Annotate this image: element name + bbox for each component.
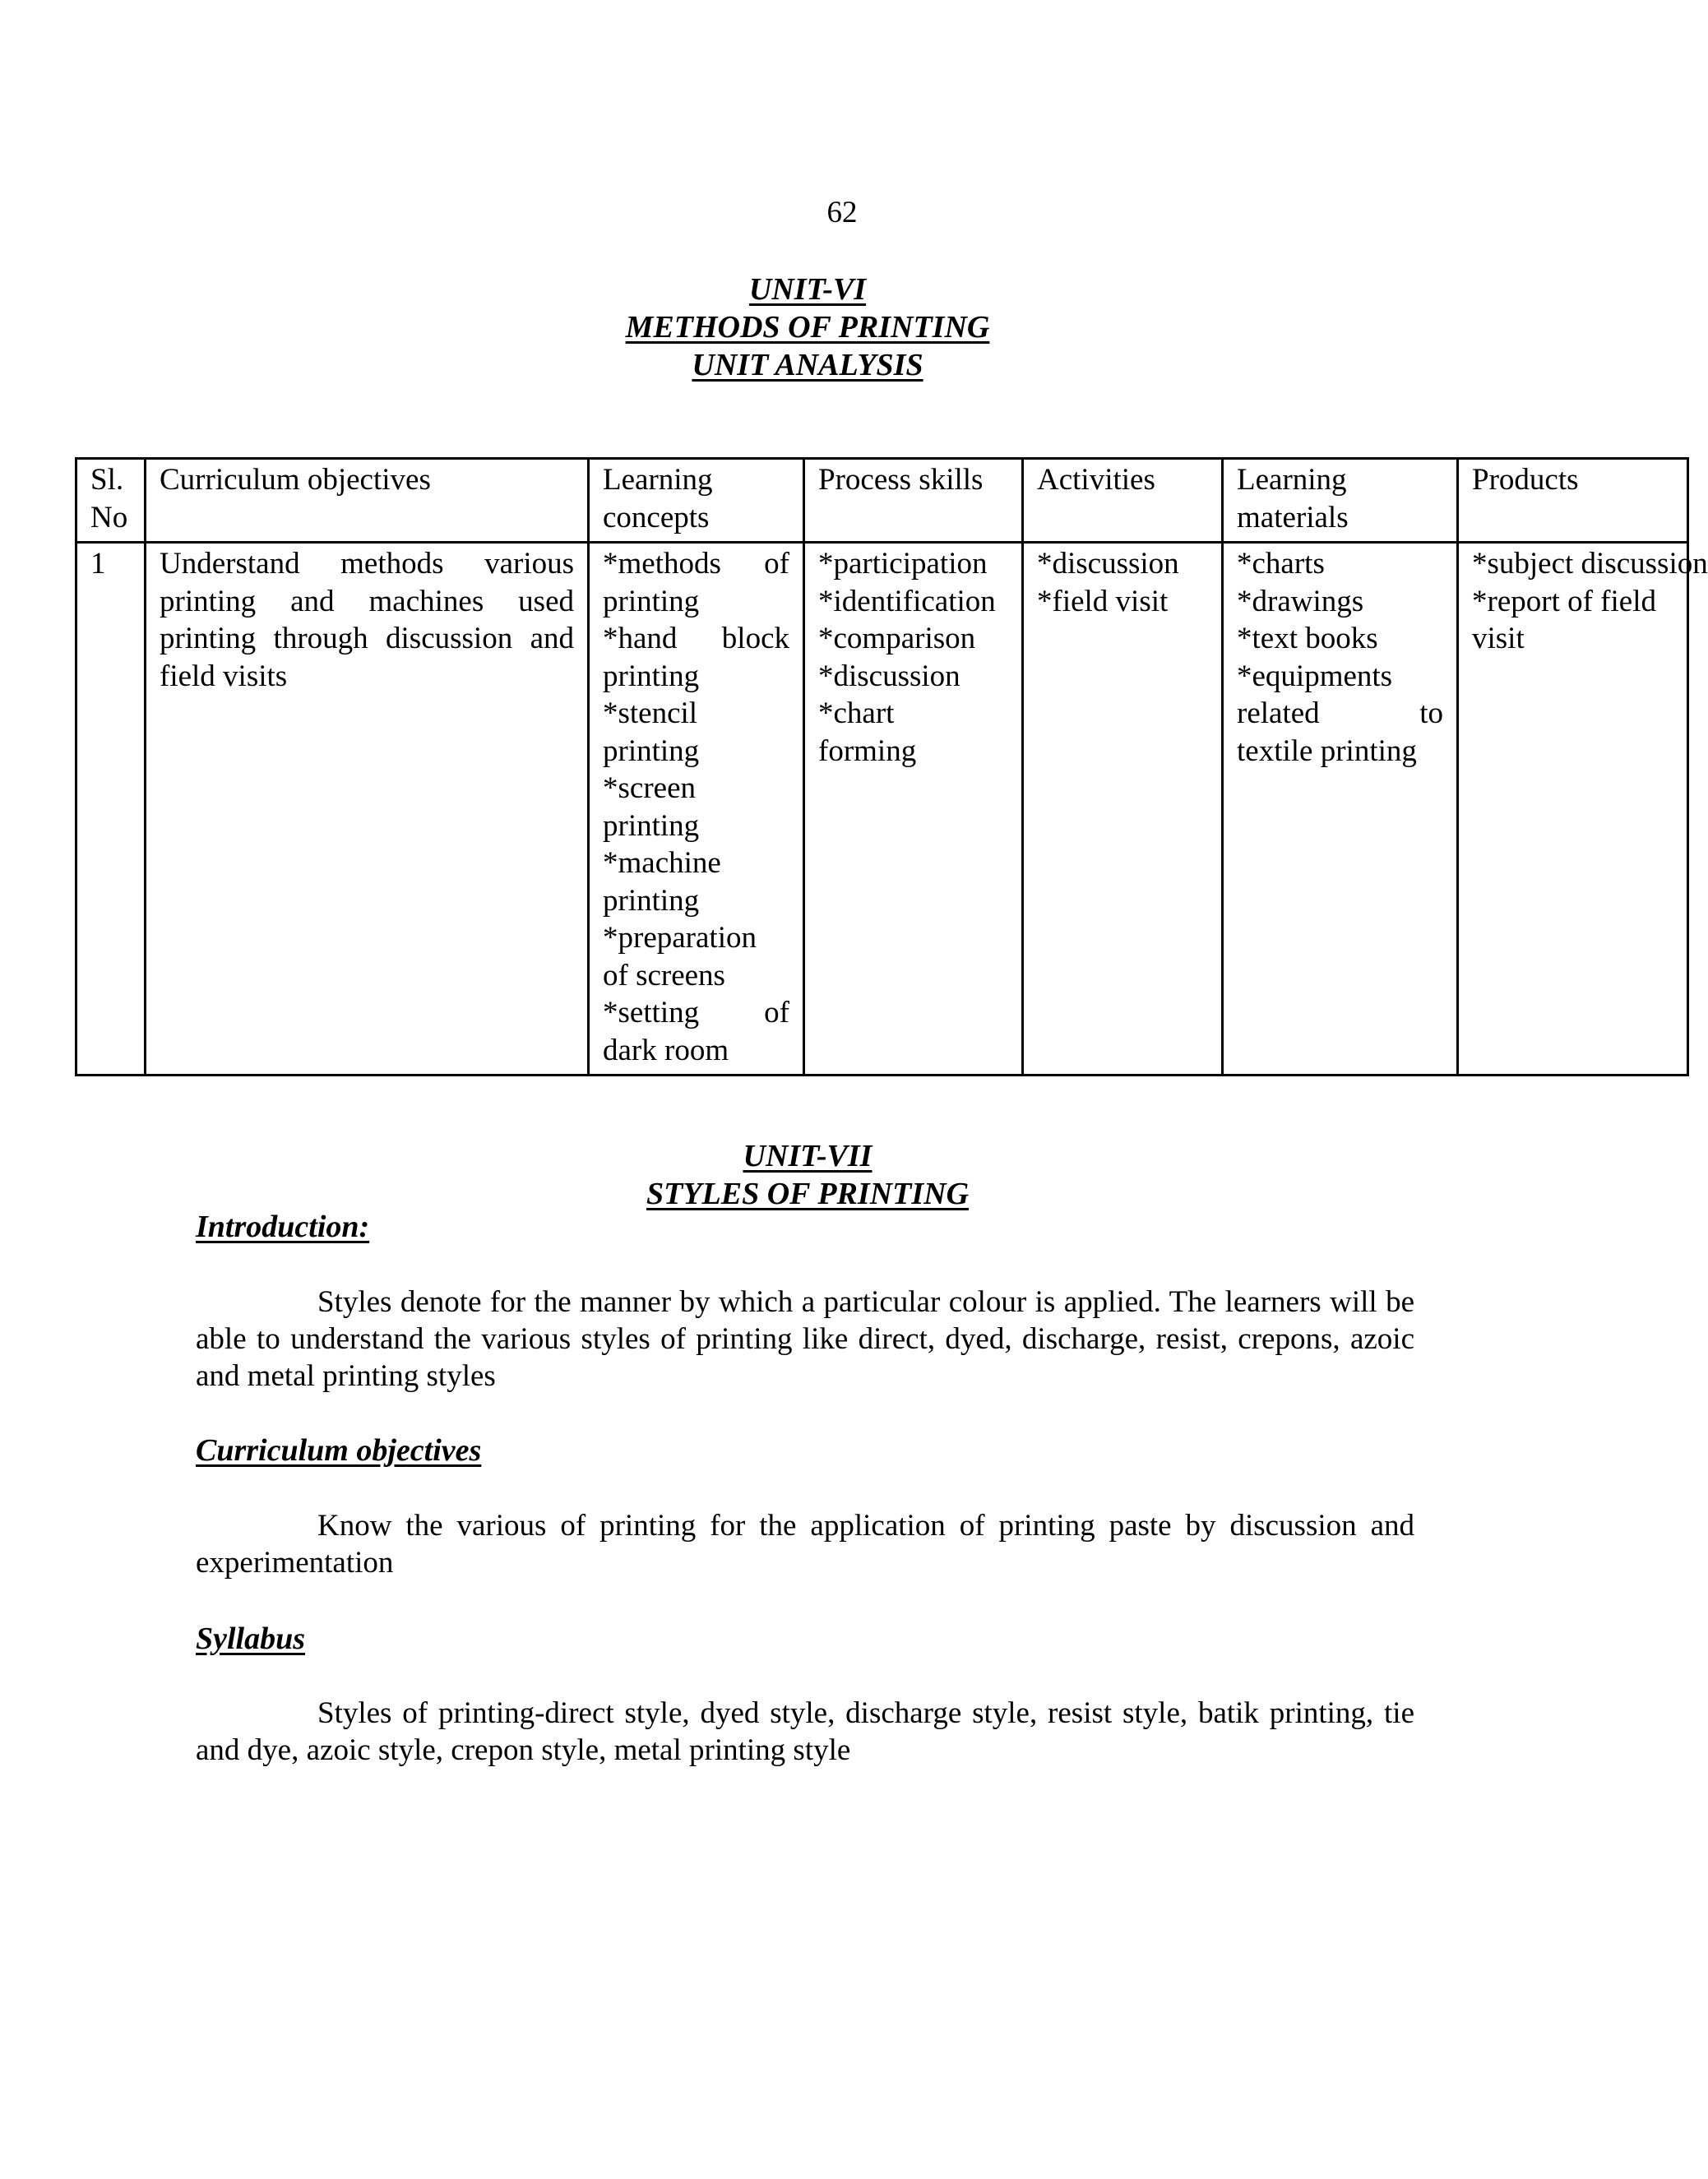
concept-line: dark room	[603, 1033, 729, 1067]
curriculum-objectives-paragraph: Know the various of printing for the application of printing paste by discussion and experimentation	[196, 1509, 1414, 1580]
skill-line: *comparison	[818, 622, 976, 655]
concept-line: printing	[603, 659, 700, 693]
skill-line: *participation	[818, 547, 988, 581]
unit-vi-heading	[0, 271, 1615, 384]
concept-line: of screens	[603, 958, 725, 992]
material-line: *drawings	[1237, 584, 1364, 618]
product-line: *report of field	[1472, 584, 1656, 618]
header-learning-concepts: Learning concepts	[589, 459, 804, 543]
table-row	[76, 543, 1688, 1076]
curriculum-objectives-heading: Curriculum objectives	[196, 1433, 482, 1468]
concept-line: *methods of	[603, 547, 789, 581]
header-activities: Activities	[1023, 459, 1223, 543]
unit-vii-heading	[0, 1137, 1615, 1213]
concept-line: *hand block	[603, 622, 789, 655]
unit-analysis-table	[75, 457, 1708, 1076]
material-line: *charts	[1237, 547, 1325, 581]
table-header-row	[76, 459, 1688, 543]
header-curriculum-objectives: Curriculum objectives	[146, 459, 589, 543]
header-learning-materials: Learning materials	[1223, 459, 1458, 543]
introduction-paragraph: Styles denote for the manner by which a particular colour is applied. The learners will be able to understand the various styles of printing like direct, dyed, discharge, resist, crepons, azoic and metal printing styles	[196, 1285, 1414, 1393]
concept-line: *preparation	[603, 921, 757, 955]
material-line: related to	[1237, 696, 1443, 730]
cell-products	[1458, 543, 1708, 1076]
skill-line: forming	[818, 733, 917, 768]
unit-vi-title: UNIT-VI	[748, 272, 867, 307]
concept-line: printing	[603, 584, 700, 618]
concept-line: printing	[603, 883, 700, 918]
concept-line: *stencil	[603, 696, 698, 730]
cell-activities	[1023, 543, 1223, 1076]
product-line: visit	[1472, 622, 1525, 655]
cell-learning-concepts	[589, 543, 804, 1076]
header-products: Products	[1458, 459, 1688, 543]
syllabus-paragraph: Styles of printing-direct style, dyed style, discharge style, resist style, batik printing, tie and dye, azoic style, crepon style, metal printing style	[196, 1696, 1414, 1767]
concept-line: *setting of	[603, 996, 789, 1029]
cell-curriculum-objective: Understand methods various printing and machines used printing through discussion and field visits	[146, 543, 589, 1076]
cell-sl-no: 1	[76, 543, 146, 1076]
concept-line: *machine	[603, 846, 721, 880]
material-line: *equipments	[1237, 659, 1393, 693]
material-line: *text books	[1237, 622, 1378, 655]
syllabus-heading: Syllabus	[196, 1622, 306, 1656]
header-sl-no: Sl. No	[76, 459, 146, 543]
unit-analysis-title: UNIT ANALYSIS	[692, 348, 923, 382]
unit-vii-subtitle: STYLES OF PRINTING	[646, 1177, 970, 1211]
concept-line: printing	[603, 808, 700, 843]
skill-line: *chart	[818, 696, 895, 730]
unit-vii-title: UNIT-VII	[743, 1139, 873, 1173]
cell-learning-materials	[1223, 543, 1458, 1076]
activity-line: *discussion	[1037, 547, 1179, 581]
material-line: textile printing	[1237, 733, 1417, 768]
cell-process-skills	[804, 543, 1023, 1076]
skill-line: *identification	[818, 584, 996, 618]
unit-vi-subtitle: METHODS OF PRINTING	[625, 310, 990, 345]
introduction-heading: Introduction:	[196, 1210, 370, 1244]
concept-line: *screen	[603, 771, 696, 805]
concept-line: printing	[603, 733, 700, 768]
skill-line: *discussion	[818, 659, 960, 693]
product-line: *subject discussion	[1472, 547, 1708, 581]
activity-line: *field visit	[1037, 584, 1169, 618]
header-process-skills: Process skills	[804, 459, 1023, 543]
page-number: 62	[826, 196, 858, 229]
unit-analysis-table-wrapper	[75, 457, 1708, 1067]
